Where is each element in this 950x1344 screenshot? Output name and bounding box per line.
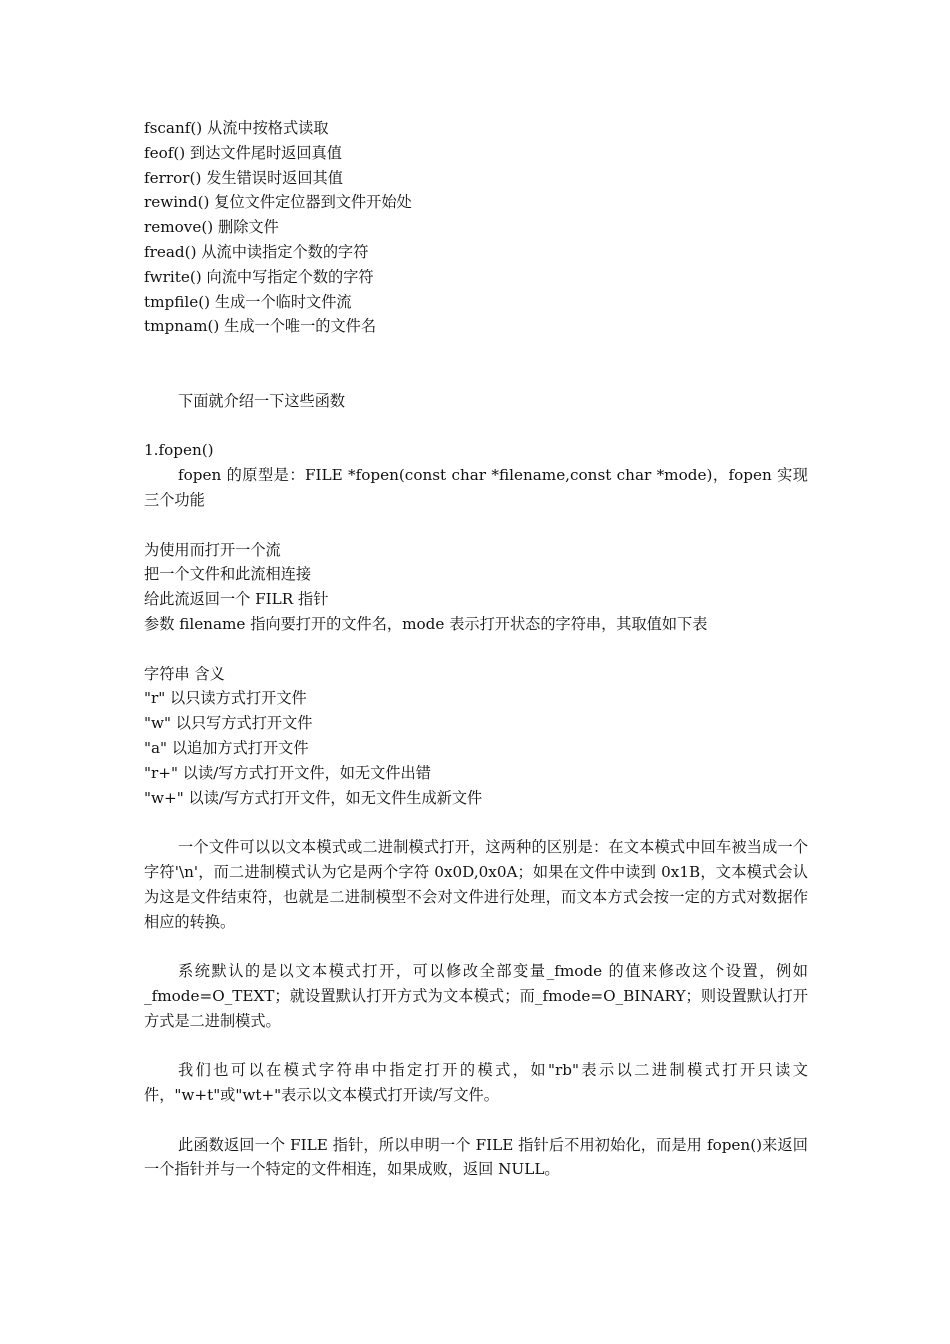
text-binary-mode-paragraph: 一个文件可以以文本模式或二进制模式打开，这两种的区别是：在文本模式中回车被当成一个字符'\n'，而二进制模式认为它是两个字符 0x0D,0x0A；如果在文件中读到 0x1B，文本模式会认为这是文件结束符，也就是二进制模型不会对文件进行处理，而文本方式会按一定的方式对数据作相应的转换。 (144, 838, 808, 931)
function-list-item-ferror: ferror() 发生错误时返回其值 (144, 168, 343, 187)
function-list-item-fread: fread() 从流中读指定个数的字符 (144, 242, 369, 261)
intro-text: 下面就介绍一下这些函数 (178, 391, 346, 410)
spacer (144, 1033, 808, 1058)
mode-table-row: "w+" 以读/写方式打开文件，如无文件生成新文件 (144, 788, 483, 807)
spacer (144, 1108, 808, 1133)
mode-table-row: "r" 以只读方式打开文件 (144, 689, 307, 708)
function-list-item-feof: feof() 到达文件尾时返回真值 (144, 143, 342, 162)
spacer (144, 934, 808, 959)
spacer (144, 513, 808, 538)
function-list-item-fscanf: fscanf() 从流中按格式读取 (144, 119, 329, 137)
spacer (144, 414, 808, 439)
spacer (144, 637, 808, 662)
mode-string-paragraph: 我们也可以在模式字符串中指定打开的模式，如"rb"表示以二进制模式打开只读文件，"w+t"或"wt+"表示以文本模式打开读/写文件。 (144, 1061, 808, 1105)
default-mode-paragraph: 系统默认的是以文本模式打开，可以修改全部变量_fmode 的值来修改这个设置，例如_fmode=O_TEXT；就设置默认打开方式为文本模式；而_fmode=O_BINARY；则设置默认打开方式是二进制模式。 (144, 962, 808, 1030)
mode-table-header: 字符串 含义 (144, 664, 225, 683)
fopen-function-item: 给此流返回一个 FILR 指针 (144, 590, 329, 609)
function-list-item-fwrite: fwrite() 向流中写指定个数的字符 (144, 267, 374, 286)
function-list-item-tmpfile: tmpfile() 生成一个临时文件流 (144, 292, 352, 311)
spacer (144, 810, 808, 835)
function-list-item-rewind: rewind() 复位文件定位器到文件开始处 (144, 193, 412, 212)
section-heading-fopen: 1.fopen() (144, 441, 214, 460)
fopen-function-item: 为使用而打开一个流 (144, 540, 281, 559)
function-list-item-tmpnam: tmpnam() 生成一个唯一的文件名 (144, 317, 377, 336)
spacer (144, 339, 808, 389)
return-value-paragraph: 此函数返回一个 FILE 指针，所以申明一个 FILE 指针后不用初始化，而是用 fopen()来返回一个指针并与一个特定的文件相连，如果成败，返回 NULL。 (144, 1135, 808, 1179)
fopen-function-item: 把一个文件和此流相连接 (144, 565, 312, 584)
mode-table-row: "w" 以只写方式打开文件 (144, 714, 313, 733)
mode-table-row: "r+" 以读/写方式打开文件，如无文件出错 (144, 763, 431, 782)
fopen-prototype-paragraph: fopen 的原型是：FILE *fopen(const char *filename,const char *mode)，fopen 实现三个功能 (144, 466, 808, 509)
fopen-parameter-description: 参数 filename 指向要打开的文件名，mode 表示打开状态的字符串，其取值如下表 (144, 614, 708, 633)
function-list-item-remove: remove() 删除文件 (144, 218, 279, 237)
document-body (144, 116, 808, 1182)
mode-table-row: "a" 以追加方式打开文件 (144, 738, 309, 757)
